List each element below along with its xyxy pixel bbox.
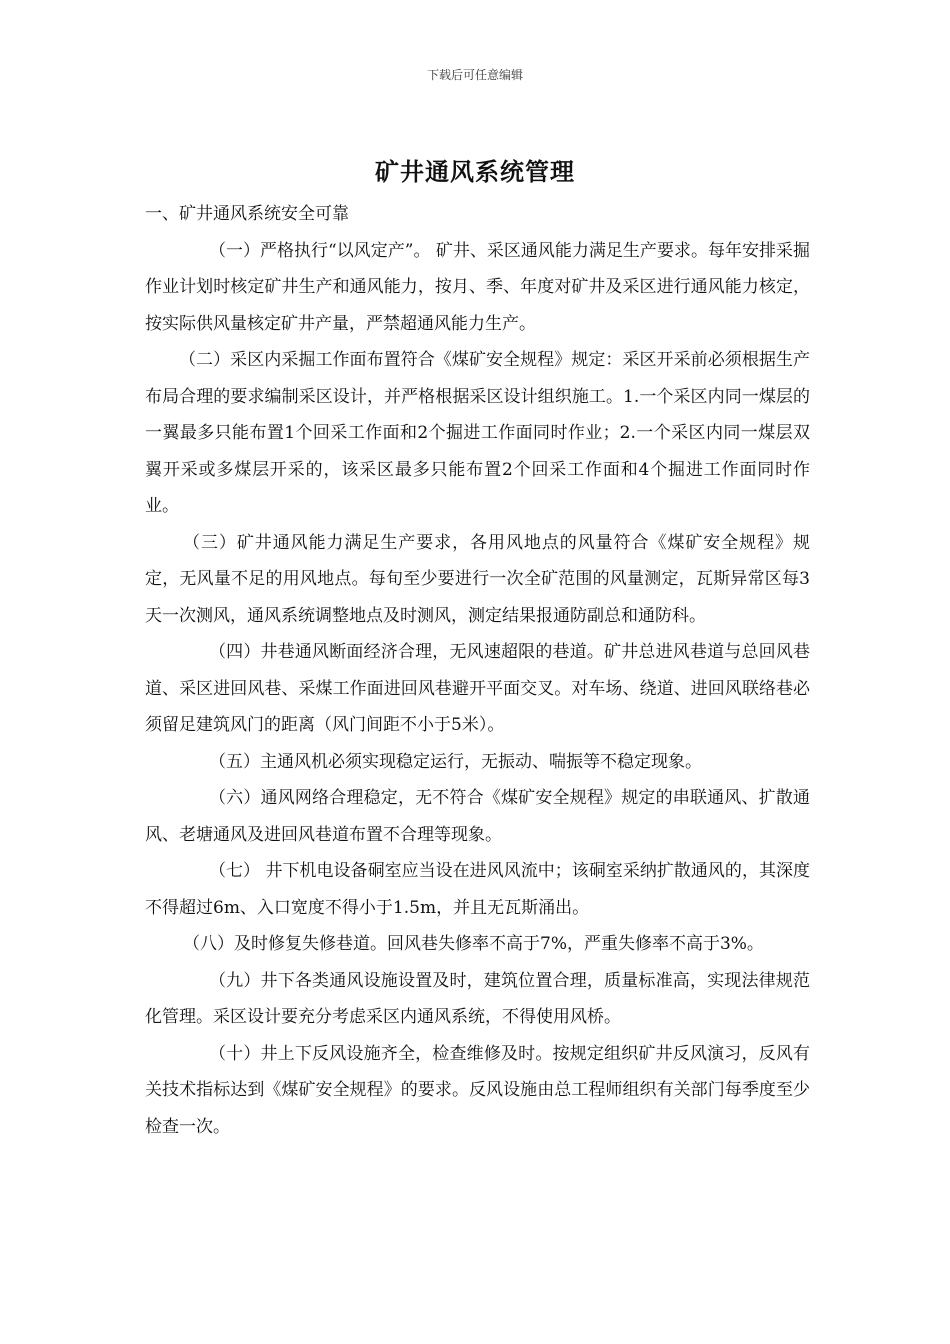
document-title: 矿井通风系统管理: [375, 157, 575, 186]
paragraph-4: （四）井巷通风断面经济合理，无风速超限的巷道。矿井总进风巷道与总回风巷道、采区进回风巷、采煤工作面进回风巷避开平面交叉。对车场、绕道、进回风联络巷必须留足建筑风门的距离（风门间距不小于5米）。: [145, 642, 810, 735]
paragraph-5: （五）主通风机必须实现稳定运行，无振动、喘振等不稳定现象。: [209, 751, 702, 772]
document-body: [145, 196, 810, 1145]
paragraph-2: （二）采区内采掘工作面布置符合《煤矿安全规程》规定：采区开采前必须根据生产布局合理的要求编制采区设计，并严格根据采区设计组织施工。1.一个采区内同一煤层的一翼最多只能布置1个回采工作面和2个掘进工作面同时作业；2.一个采区内同一煤层双翼开采或多煤层开采的，该采区最多只能布置2个回采工作面和4个掘进工作面同时作业。: [145, 350, 810, 516]
paragraph-7: （七） 井下机电设备硐室应当设在进风风流中；该硐室采纳扩散通风的，其深度不得超过6m、入口宽度不得小于1.5m，并且无瓦斯涌出。: [145, 861, 810, 918]
paragraph-3: （三）矿井通风能力满足生产要求，各用风地点的风量符合《煤矿安全规程》规定，无风量不足的用风地点。每旬至少要进行一次全矿范围的风量测定，瓦斯异常区每3天一次测风，通风系统调整地点及时测风，测定结果报通防副总和通防科。: [145, 532, 810, 626]
header-note: 下载后可任意编辑: [426, 68, 523, 82]
paragraph-8: （八）及时修复失修巷道。回风巷失修率不高于7%，严重失修率不高于3%。: [183, 934, 764, 954]
paragraph-10: （十）井上下反风设施齐全，检查维修及时。按规定组织矿井反风演习，反风有关技术指标达到《煤矿安全规程》的要求。反风设施由总工程师组织有关部门每季度至少检查一次。: [145, 1043, 810, 1137]
paragraph-6: （六）通风网络合理稳定，无不符合《煤矿安全规程》规定的串联通风、扩散通风、老塘通风及进回风巷道布置不合理等现象。: [145, 788, 810, 845]
paragraph-1: （一）严格执行“以风定产”。 矿井、采区通风能力满足生产要求。每年安排采掘作业计划时核定矿井生产和通风能力，按月、季、年度对矿井及采区进行通风能力核定，按实际供风量核定矿井产量，严禁超通风能力生产。: [145, 240, 810, 334]
paragraph-9: （九）井下各类通风设施设置及时，建筑位置合理，质量标准高，实现法律规范化管理。采区设计要充分考虑采区内通风系统，不得使用风桥。: [145, 970, 810, 1027]
section-heading: 一、矿井通风系统安全可靠: [145, 204, 349, 224]
